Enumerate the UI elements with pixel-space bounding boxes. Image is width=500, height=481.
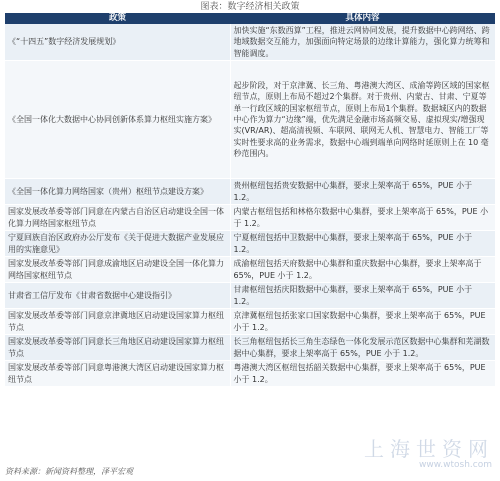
table-row bbox=[5, 24, 495, 61]
policy-cell: 国家发展改革委等部门同意京津冀地区启动建设国家算力枢纽节点 bbox=[5, 309, 230, 335]
policy-cell: 《“十四五”数字经济发展规划》 bbox=[5, 24, 230, 61]
watermark-url: www.wtosh.com bbox=[419, 460, 492, 470]
header-content: 具体内容 bbox=[230, 13, 495, 24]
source-note: 资料来源：新闻资料整理，泽平宏观 bbox=[5, 467, 133, 476]
content-cell: 长三角枢纽包括长三角生态绿色一体化发展示范区数据中心集群和芜湖数据中心集群，要求上架率高于 65%，PUE 小于 1.2。 bbox=[230, 335, 495, 361]
content-cell: 内蒙古枢纽包括和林格尔数据中心集群，要求上架率高于 65%，PUE 小于 1.2。 bbox=[230, 205, 495, 231]
policy-cell: 国家发展改革委等部门同意成渝地区启动建设全国一体化算力网络国家枢纽节点 bbox=[5, 257, 230, 283]
content-cell: 粤港澳大湾区枢纽包括韶关数据中心集群，要求上架率高于 65%，PUE 小于 1.2。 bbox=[230, 361, 495, 387]
content-cell: 加快实施“东数西算”工程，推进云网协同发展，提升数据中心跨网络、跨地域数据交互能力，加强面向特定场景的边缘计算能力，强化算力统筹和智能调度。 bbox=[230, 24, 495, 61]
content-cell: 京津冀枢纽包括张家口国家数据中心集群，要求上架率高于 65%，PUE 小于 1.2。 bbox=[230, 309, 495, 335]
table-row bbox=[5, 231, 495, 257]
table-row bbox=[5, 179, 495, 205]
header-policy: 政策 bbox=[5, 13, 230, 24]
policy-cell: 国家发展改革委等部门同意粤港澳大湾区启动建设国家算力枢纽节点 bbox=[5, 361, 230, 387]
table-row bbox=[5, 309, 495, 335]
table-header-row bbox=[5, 13, 495, 24]
policy-cell: 宁夏回族自治区政府办公厅发布《关于促进大数据产业发展应用的实施意见》 bbox=[5, 231, 230, 257]
policy-cell: 《全国一体化大数据中心协同创新体系算力枢纽实施方案》 bbox=[5, 61, 230, 179]
content-cell: 起步阶段，对于京津冀、长三角、粤港澳大湾区、成渝等跨区域的国家枢纽节点，原则上布局不超过2个集群。对于贵州、内蒙古、甘肃、宁夏等单一行政区域的国家枢纽节点，原则上布局1个集群。数据城区内的数据中心作为算力“边缘”端，优先满足金融市场高频交易、虚拟现实/增强现实(VR/AR)、超高清视频、车联网、联网无人机、智慧电力、智能工厂等实时性要求高的业务需求，数据中心端到端单向网络时延原则上在 10 毫秒范围内。 bbox=[230, 61, 495, 179]
policy-cell: 甘肃省工信厅发布《甘肃省数据中心建设指引》 bbox=[5, 283, 230, 309]
content-cell: 贵州枢纽包括贵安数据中心集群，要求上架率高于 65%，PUE 小于 1.2。 bbox=[230, 179, 495, 205]
content-cell: 成渝枢纽包括天府数据中心集群和重庆数据中心集群，要求上架率高于 65%，PUE 小于 1.2。 bbox=[230, 257, 495, 283]
table-row bbox=[5, 335, 495, 361]
table-row bbox=[5, 205, 495, 231]
table-row bbox=[5, 361, 495, 387]
watermark-logo: 上海世资网 bbox=[364, 437, 494, 461]
table-row bbox=[5, 283, 495, 309]
policy-cell: 《全国一体化算力网络国家（贵州）枢纽节点建设方案》 bbox=[5, 179, 230, 205]
content-cell: 宁夏枢纽包括中卫数据中心集群，要求上架率高于 65%，PUE 小于 1.2。 bbox=[230, 231, 495, 257]
table-row bbox=[5, 61, 495, 179]
table-row bbox=[5, 257, 495, 283]
policy-cell: 国家发展改革委等部门同意在内蒙古自治区启动建设全国一体化算力网络国家枢纽节点 bbox=[5, 205, 230, 231]
policy-cell: 国家发展改革委等部门同意长三角地区启动建设国家算力枢纽节点 bbox=[5, 335, 230, 361]
content-cell: 甘肃枢纽包括庆阳数据中心集群，要求上架率高于 65%，PUE 小于 1.2。 bbox=[230, 283, 495, 309]
policy-table bbox=[5, 13, 495, 387]
table-caption: 图表：数字经济相关政策 bbox=[200, 2, 300, 12]
